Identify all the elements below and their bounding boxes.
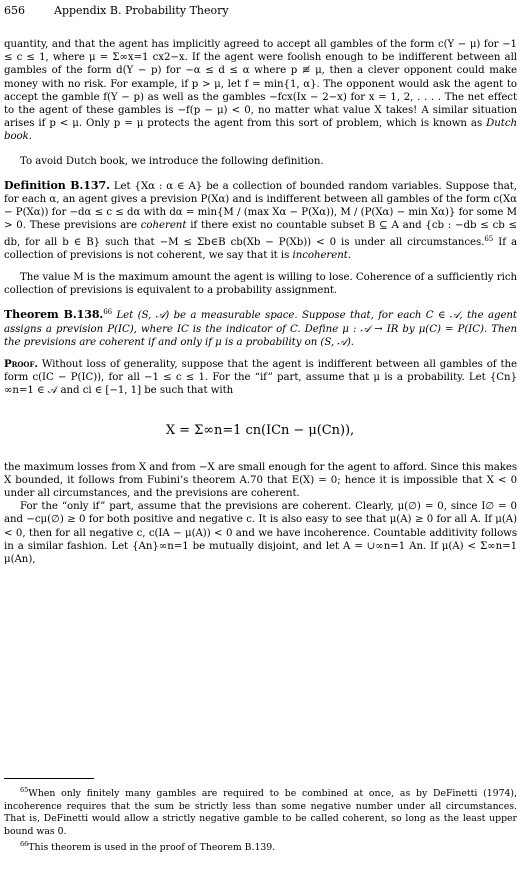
term-coherent: coherent bbox=[140, 220, 187, 232]
main-text bbox=[4, 38, 517, 566]
paragraph-max-loss: The value M is the maximum amount the agent is willing to lose. Coherence of a sufficiently rich collection of previsions is equivalent to a probability assignment. bbox=[4, 272, 517, 297]
theorem-text: Let (S, 𝒜) be a measurable space. Suppose that, for each C ∈ 𝒜, the agent assigns a prevision P(IC), where IC is the indicator of C. Define μ : 𝒜 → IR by μ(C) = P(IC). Then the previsions are coherent if and only if μ is a probability on (S, 𝒜). bbox=[4, 310, 517, 348]
theorem-block bbox=[4, 306, 517, 349]
footnote-65-mark: 65 bbox=[20, 786, 29, 794]
footnote-65-text: When only finitely many gambles are required to be combined at once, as by DeFinetti (1974), incoherence requires that the sum be strictly less than some negative number under all circumstances. That is, DeFinetti would allow a strictly negative gamble to be called coherent, so long as the least upper bound was 0. bbox=[4, 788, 517, 837]
footnote-rule bbox=[4, 778, 94, 779]
definition-text: Let {Xα : α ∈ A} be a collection of bounded random variables. Suppose that, for each α, an agent gives a prevision P(Xα) and is indifferent between all gambles of the form c(Xα − P(Xα)) for −dα ≤ c ≤ dα with dα = min{M / (max Xα − P(Xα)), M / (P(Xα) − min Xα)} for some M > 0. These previsions are bbox=[4, 180, 517, 232]
definition-text-3: If a collection of previsions is not coherent, we say that it is bbox=[4, 236, 517, 261]
definition-tail: . bbox=[347, 249, 351, 261]
definition-label: Definition B.137. bbox=[4, 178, 110, 192]
running-head bbox=[4, 3, 517, 19]
footnote-66 bbox=[4, 838, 517, 855]
footnote-66-text: This theorem is used in the proof of Theorem B.139. bbox=[28, 842, 276, 854]
proof-block bbox=[4, 358, 517, 398]
proof-text: Without loss of generality, suppose that the agent is indifferent between all gambles of the form c(IC − P(IC)), for all −1 ≤ c ≤ 1. For the “if” part, assume that μ is a probability. Let {Cn}∞n=1 ∈ 𝒜 and ci ∈ [−1, 1] be such that with bbox=[4, 359, 517, 397]
footnote-66-mark: 66 bbox=[20, 840, 29, 849]
paragraph-1-tail: . bbox=[28, 131, 32, 143]
proof-label: Proof. bbox=[4, 358, 38, 371]
footnote-ref-66: 66 bbox=[103, 308, 113, 317]
display-equation-text: X = Σ∞n=1 cn(ICn − μ(Cn)), bbox=[165, 422, 355, 438]
definition-block bbox=[4, 179, 517, 262]
footnote-ref-65: 65 bbox=[484, 234, 494, 243]
display-equation-svg bbox=[4, 407, 517, 453]
paragraph-continuation bbox=[4, 38, 517, 144]
definition-text-2: if there exist no countable subset B ⊆ A and {cb : −db ≤ cb ≤ db, for all b ∈ B} such that −M ≤ Σb∈B cb(Xb − P(Xb)) < 0 is under all circumstances. bbox=[4, 220, 517, 248]
theorem-label: Theorem B.138. bbox=[4, 308, 104, 322]
paragraph-only-if: For the “only if” part, assume that the previsions are coherent. Clearly, μ(∅) = 0, since I∅ = 0 and −cμ(∅) ≥ 0 for both positive and negative c. It is also easy to see that μ(A) ≥ 0 for all A. If μ(A) < 0, then for all negative c, c(IA − μ(A)) < 0 and we have incoherence. Countable additivity follows in a similar fashion. Let {An}∞n=1 be mutually disjoint, and let A = ∪∞n=1 An. If μ(A) < Σ∞n=1 μ(An), bbox=[4, 501, 517, 566]
footnote-65 bbox=[4, 784, 517, 838]
footnotes bbox=[4, 784, 517, 855]
paragraph-1-text: quantity, and that the agent has implicitly agreed to accept all gambles of the form c(Y − μ) for −1 ≤ c ≤ 1, where μ = Σ∞x=1 cx2−x. If the agent were foolish enough to be indifferent between all gambles of the form d(Y − p) for −α ≤ d ≤ α where p ≢ μ, then a clever opponent could make money with no risk. For example, if p > μ, let f = min{1, α}. The opponent would ask the agent to accept the gamble f(Y − p) as well as the gambles −fcx(Ix − 2−x) for x = 1, 2, . . . . The net effect to the agent of these gambles is −f(p − μ) < 0, no matter what value X takes! A similar situation arises if p < μ. Only p = μ protects the agent from this sort of problem, which is known as bbox=[4, 39, 517, 130]
term-incoherent: incoherent bbox=[292, 249, 348, 261]
display-equation bbox=[4, 407, 517, 453]
term-dutch-book: Dutch book bbox=[4, 118, 517, 143]
page-number: 656 bbox=[4, 4, 25, 17]
paragraph-intro-definition: To avoid Dutch book, we introduce the following definition. bbox=[20, 155, 324, 167]
paragraph-fubini: the maximum losses from X and from −X are small enough for the agent to afford. Since this makes X bounded, it follows from Fubini’s theorem A.70 that E(X) = 0; hence it is impossible that X < 0 under all circumstances, and the previsions are coherent. bbox=[4, 461, 517, 500]
running-title: Appendix B. Probability Theory bbox=[54, 4, 229, 17]
